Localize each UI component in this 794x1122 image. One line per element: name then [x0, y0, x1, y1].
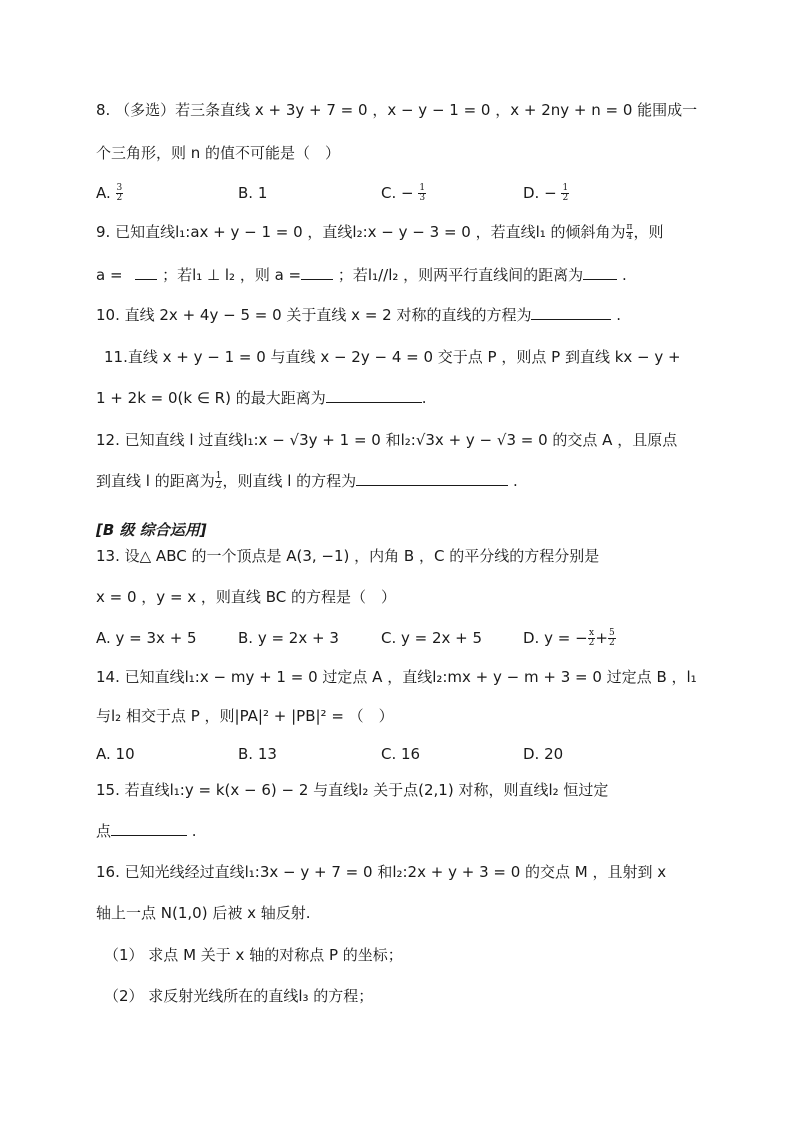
q15-line2 [96, 821, 197, 841]
q9-text: ；若l₁ ⊥ l₂ ，则 a = [162, 266, 302, 284]
q16-line2: 轴上一点 N(1,0) 后被 x 轴反射. [96, 904, 311, 922]
fraction: $\frac{1}{3}$ [419, 183, 426, 203]
q14-option-d: D. 20 [523, 745, 564, 763]
q11-text-end: . [421, 389, 427, 407]
q8-option-a [96, 183, 123, 203]
option-label: D. − [523, 184, 557, 202]
option-label: D. y = − [523, 629, 588, 647]
q16-line1: 16. 已知光线经过直线l₁:3x − y + 7 = 0 和l₂:2x + y + 3 = 0 的交点 M ，且射到 x [96, 863, 667, 881]
q9-text: ；若l₁//l₂ ，则两平行直线间的距离为 [337, 266, 584, 284]
q9-line1 [96, 222, 663, 242]
q8-line1: 8. （多选）若三条直线 x + 3y + 7 = 0 ，x − y − 1 = 0 ，x + 2ny + n = 0 能围成一 [96, 101, 698, 119]
q9-text: 9. 已知直线l₁:ax + y − 1 = 0 ，直线l₂:x − y − 3 = 0 ，若直线l₁ 的倾斜角为 [96, 223, 626, 241]
fraction: $\frac{x}{2}$ [588, 628, 595, 648]
q16-sub2: （2） 求反射光线所在的直线l₃ 的方程； [104, 987, 374, 1005]
q8-option-d [523, 183, 569, 203]
q14-option-b: B. 13 [238, 745, 277, 763]
q11-line2 [96, 388, 427, 408]
answer-blank[interactable] [356, 471, 508, 486]
q9-text: . [621, 266, 627, 284]
q16-sub1: （1） 求点 M 关于 x 轴的对称点 P 的坐标； [104, 946, 403, 964]
fraction: $\frac{1}{2}$ [562, 183, 569, 203]
q10-text-end: . [616, 306, 622, 324]
q9-text: a = [96, 266, 123, 284]
answer-blank[interactable] [111, 821, 187, 836]
q12-text: 到直线 l 的距离为 [96, 472, 215, 490]
plus-sign: + [595, 629, 608, 647]
section-heading: [B 级 综合运用] [96, 521, 207, 539]
fraction: $\frac{3}{2}$ [116, 183, 123, 203]
answer-blank[interactable] [583, 265, 617, 280]
q10-text: 10. 直线 2x + 4y − 5 = 0 关于直线 x = 2 对称的直线的方程为 [96, 306, 532, 324]
q13-line1: 13. 设△ ABC 的一个顶点是 A(3, −1) ，内角 B ，C 的平分线的方程分别是 [96, 547, 600, 565]
fraction: $\frac{1}{2}$ [215, 471, 222, 491]
q14-line1: 14. 已知直线l₁:x − my + 1 = 0 过定点 A ，直线l₂:mx + y − m + 3 = 0 过定点 B ，l₁ [96, 668, 697, 686]
q11-line1: 11.直线 x + y − 1 = 0 与直线 x − 2y − 4 = 0 交于点 P ，则点 P 到直线 kx − y + [104, 348, 681, 366]
q14-option-c: C. 16 [381, 745, 421, 763]
option-label: A. [96, 184, 111, 202]
q12-line1: 12. 已知直线 l 过直线l₁:x − √3y + 1 = 0 和l₂:√3x + y − √3 = 0 的交点 A ，且原点 [96, 431, 678, 449]
q10-line [96, 305, 621, 325]
q15-text: 点 [96, 822, 112, 840]
option-label: C. − [381, 184, 414, 202]
q8-option-c [381, 183, 426, 203]
q13-option-a: A. y = 3x + 5 [96, 629, 197, 647]
answer-blank[interactable] [531, 305, 611, 320]
q8-option-b: B. 1 [238, 184, 268, 202]
q12-line2 [96, 471, 518, 491]
fraction: $\frac{5}{2}$ [608, 628, 615, 648]
q13-option-b: B. y = 2x + 3 [238, 629, 339, 647]
answer-blank[interactable] [135, 265, 157, 280]
answer-blank[interactable] [301, 265, 333, 280]
q9-text-end: ，则 [633, 223, 664, 241]
q14-line2: 与l₂ 相交于点 P ，则|PA|² + |PB|² = （ ） [96, 707, 394, 725]
q14-option-a: A. 10 [96, 745, 135, 763]
q12-text: ，则直线 l 的方程为 [222, 472, 357, 490]
fraction: $\frac{\pi}{4}$ [626, 222, 633, 242]
q8-line2: 个三角形，则 n 的值不可能是（ ） [96, 144, 341, 162]
q11-text: 1 + 2k = 0(k ∈ R) 的最大距离为 [96, 389, 326, 407]
q13-line2: x = 0 ，y = x ，则直线 BC 的方程是（ ） [96, 588, 396, 606]
q13-option-d [523, 628, 616, 648]
q12-text-end: . [512, 472, 518, 490]
q15-line1: 15. 若直线l₁:y = k(x − 6) − 2 与直线l₂ 关于点(2,1) 对称，则直线l₂ 恒过定 [96, 781, 609, 799]
q9-line2 [96, 265, 627, 285]
q15-text-end: . [191, 822, 197, 840]
q13-option-c: C. y = 2x + 5 [381, 629, 483, 647]
answer-blank[interactable] [326, 388, 422, 403]
